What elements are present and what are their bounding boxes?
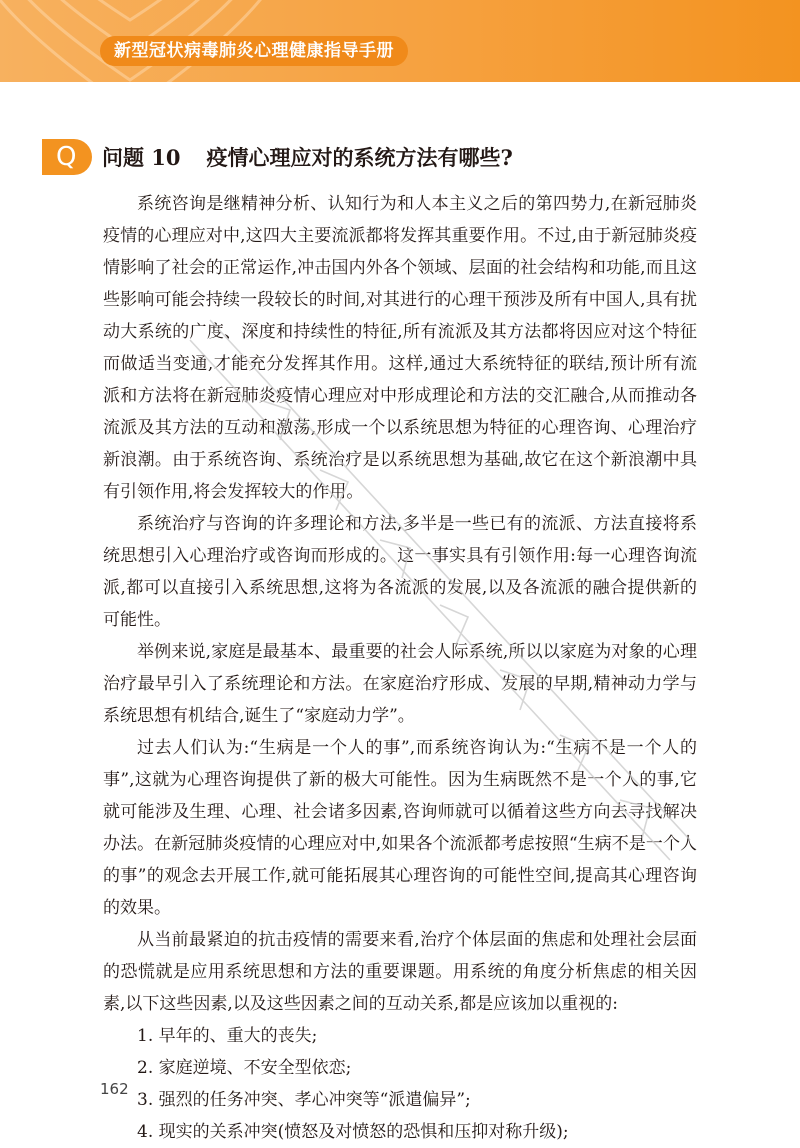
question-badge-label: Q	[56, 142, 77, 172]
header-band	[0, 0, 800, 82]
paragraph-1: 系统咨询是继精神分析、认知行为和人本主义之后的第四势力,在新冠肺炎疫情的心理应对中,这四大主要流派都将发挥其重要作用。不过,由于新冠肺炎疫情影响了社会的正常运作,冲击国内外各个领域、层面的社会结构和功能,而且这些影响可能会持续一段较长的时间,对其进行的心理干预涉及所有中国人,具有扰动大系统的广度、深度和持续性的特征,所有流派及其方法都将因应对这个特征而做适当变通,才能充分发挥其作用。这样,通过大系统特征的联结,预计所有流派和方法将在新冠肺炎疫情心理应对中形成理论和方法的交汇融合,从而推动各流派及其方法的互动和激荡,形成一个以系统思想为特征的心理咨询、心理治疗新浪潮。由于系统咨询、系统治疗是以系统思想为基础,故它在这个新浪潮中具有引领作用,将会发挥较大的作用。	[103, 194, 697, 502]
body-text	[103, 188, 697, 1148]
question-number: 问题 10	[102, 145, 181, 170]
factor-list	[103, 1020, 697, 1148]
list-item: 1. 早年的、重大的丧失;	[137, 1026, 318, 1046]
paragraph-2: 系统治疗与咨询的许多理论和方法,多半是一些已有的流派、方法直接将系统思想引入心理治疗或咨询而形成的。这一事实具有引领作用:每一心理咨询流派,都可以直接引入系统思想,这将为各流派的发展,以及各流派的融合提供新的可能性。	[103, 514, 697, 630]
paragraph-5: 从当前最紧迫的抗击疫情的需要来看,治疗个体层面的焦虑和处理社会层面的恐慌就是应用系统思想和方法的重要课题。用系统的角度分析焦虑的相关因素,以下这些因素,以及这些因素之间的互动关系,都是应该加以重视的:	[103, 930, 697, 1014]
list-item: 4. 现实的关系冲突(愤怒及对愤怒的恐惧和压抑对称升级);	[137, 1122, 569, 1142]
book-title: 新型冠状病毒肺炎心理健康指导手册	[100, 36, 408, 66]
page-number: 162	[100, 1080, 129, 1098]
list-item: 2. 家庭逆境、不安全型依恋;	[137, 1058, 352, 1078]
question-heading	[102, 140, 513, 176]
question-title: 疫情心理应对的系统方法有哪些?	[206, 145, 513, 170]
list-item: 3. 强烈的任务冲突、孝心冲突等“派遣偏异”;	[137, 1090, 471, 1110]
question-badge	[42, 139, 92, 175]
paragraph-3: 举例来说,家庭是最基本、最重要的社会人际系统,所以以家庭为对象的心理治疗最早引入了系统理论和方法。在家庭治疗形成、发展的早期,精神动力学与系统思想有机结合,诞生了“家庭动力学”。	[103, 642, 697, 726]
paragraph-4: 过去人们认为:“生病是一个人的事”,而系统咨询认为:“生病不是一个人的事”,这就为心理咨询提供了新的极大可能性。因为生病既然不是一个人的事,它就可能涉及生理、心理、社会诸多因素,咨询师就可以循着这些方向去寻找解决办法。在新冠肺炎疫情的心理应对中,如果各个流派都考虑按照“生病不是一个人的事”的观念去开展工作,就可能拓展其心理咨询的可能性空间,提高其心理咨询的效果。	[103, 738, 697, 918]
